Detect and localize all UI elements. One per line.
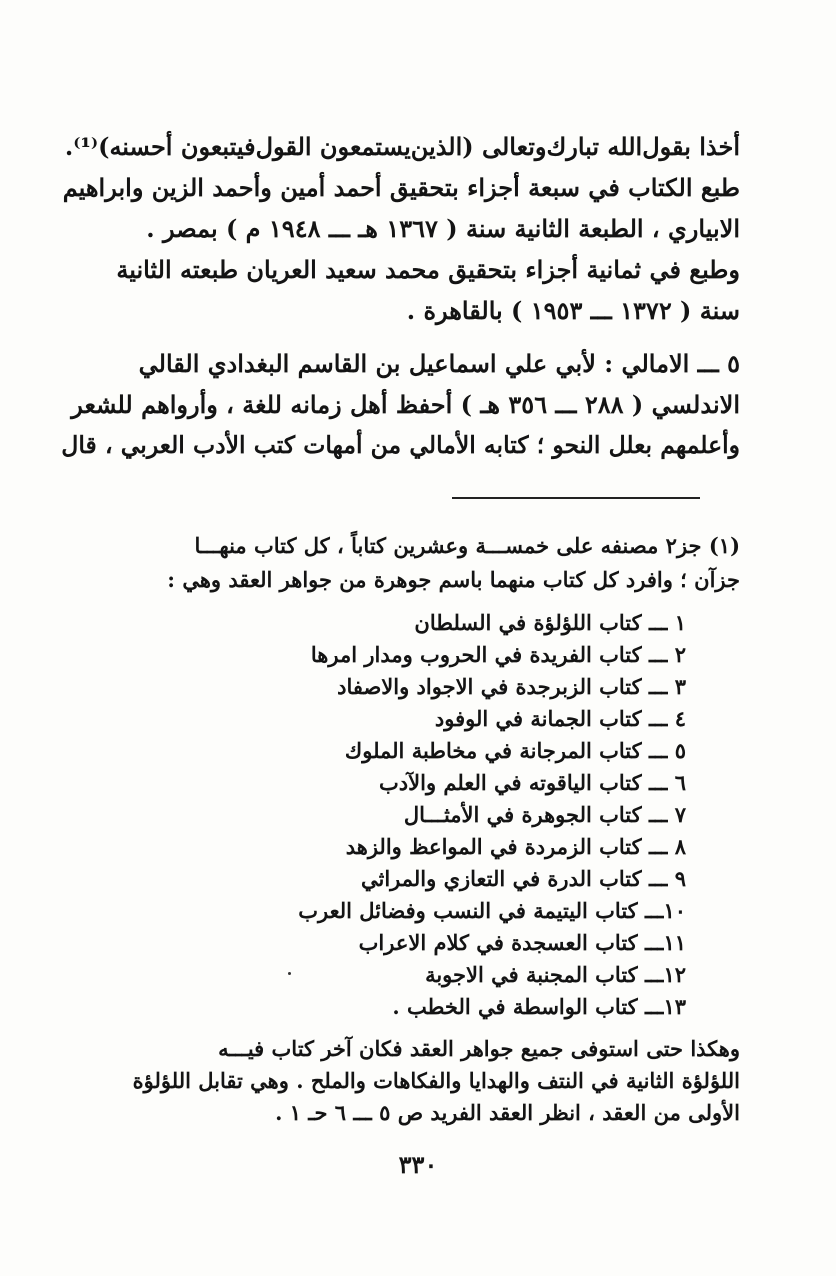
- footnote-list-item: ٨ ـــ كتاب الزمردة في المواعظ والزهد: [345, 834, 686, 859]
- footnote-list-item: ١٠ـــ كتاب اليتيمة في النسب وفضائل العرب: [298, 898, 686, 923]
- footnote-list-item: ٤ ـــ كتاب الجمانة في الوفود: [434, 706, 686, 731]
- footnote-list-item: ١ ـــ كتاب اللؤلؤة في السلطان: [414, 610, 686, 635]
- footnote-separator-rule: [452, 497, 700, 499]
- footnote-list-item: ٩ ـــ كتاب الدرة في التعازي والمراثي: [360, 866, 686, 891]
- body-line-7: الاندلسي ( ٢٨٨ ـــ ٣٥٦ هـ ) أحفظ أهل زمانه للغة ، وأرواهم للشعر: [71, 390, 740, 419]
- footnote-list-item: ٢ ـــ كتاب الفريدة في الحروب ومدار امرها: [310, 642, 686, 667]
- footnote-list-item: ١١ـــ كتاب العسجدة في كلام الاعراب: [358, 930, 686, 955]
- footnote-list-item: ١٣ـــ كتاب الواسطة في الخطب .: [392, 994, 686, 1019]
- body-line-6: ٥ ـــ الامالي : لأبي علي اسماعيل بن القاسم البغدادي القالي: [138, 349, 740, 378]
- footnote-outro-line-3: الأولى من العقد ، انظر العقد الفريد ص ٥ ـــ ٦ حـ ١ .: [275, 1100, 740, 1125]
- footnote-list-item: ٣ ـــ كتاب الزبرجدة في الاجواد والاصفاد: [337, 674, 686, 699]
- footnote-list-item: ١٢ـــ كتاب المجنبة في الاجوبة: [425, 962, 686, 987]
- footnote-intro-line-2: جزآن ؛ وافرد كل كتاب منهما باسم جوهرة من جواهر العقد وهي :: [167, 567, 740, 592]
- body-line-2: طبع الكتاب في سبعة أجزاء بتحقيق أحمد أمين وأحمد الزين وابراهيم: [62, 173, 740, 202]
- body-line-3: الابياري ، الطبعة الثانية سنة ( ١٣٦٧ هـ ـــ ١٩٤٨ م ) بمصر .: [146, 214, 740, 243]
- page-number: ٣٣٠: [398, 1150, 438, 1179]
- body-line-1: أخذا بقول‌الله تبارك‌وتعالى (الذين‌يستمعون القول‌فيتبعون أحسنه)⁽¹⁾.: [64, 132, 740, 161]
- body-line-4: وطبع في ثمانية أجزاء بتحقيق محمد سعيد العريان طبعته الثانية: [116, 255, 740, 284]
- footnote-outro-line-2: اللؤلؤة الثانية في النتف والهدايا والفكاهات والملح . وهي تقابل اللؤلؤة: [132, 1068, 740, 1093]
- print-speck: [288, 972, 291, 975]
- footnote-list-item: ٧ ـــ كتاب الجوهرة في الأمثـــال: [403, 802, 686, 827]
- footnote-intro-line-1: (١) جز٢ مصنفه على خمســـة وعشرين كتاباً ، كل كتاب منهـــا: [194, 533, 740, 558]
- body-line-8: وأعلمهم بعلل النحو ؛ كتابه الأمالي من أمهات كتب الأدب العربي ، قال: [61, 431, 740, 459]
- footnote-list-item: ٥ ـــ كتاب المرجانة في مخاطبة الملوك: [344, 738, 686, 763]
- footnote-list-item: ٦ ـــ كتاب الياقوته في العلم والآدب: [379, 770, 686, 795]
- body-line-5: سنة ( ١٣٧٢ ـــ ١٩٥٣ ) بالقاهرة .: [406, 296, 740, 325]
- footnote-outro-line-1: وهكذا حتى استوفى جميع جواهر العقد فكان آخر كتاب فيـــه: [218, 1036, 740, 1061]
